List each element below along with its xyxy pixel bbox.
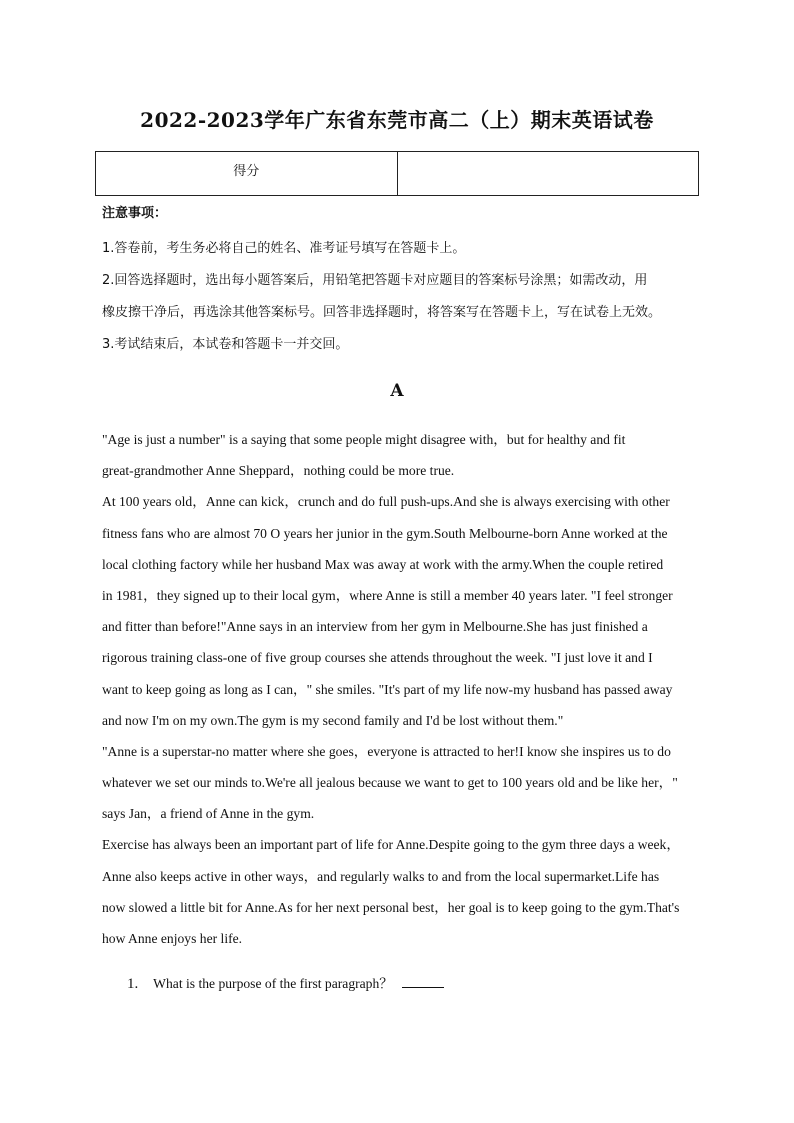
passage-line: great-grandmother Anne Sheppard，nothing could be more true. <box>102 463 455 479</box>
passage-line: how Anne enjoys her life. <box>102 931 243 946</box>
passage-line: local clothing factory while her husband Max was away at work with the army.When the couple retired <box>102 556 664 572</box>
reading-passage <box>102 424 702 954</box>
passage-line: rigorous training class-one of five group courses she attends throughout the week. "I just love it and I <box>102 650 653 666</box>
score-value-cell <box>397 152 699 196</box>
passage-line: At 100 years old，Anne can kick，crunch and do full push-ups.And she is always exercising with other <box>102 494 670 510</box>
notes-heading: 注意事项： <box>102 206 168 221</box>
passage-line: want to keep going as long as I can，" she smiles. "It's part of my life now-my husband has passed away <box>102 681 673 697</box>
passage-line: fitness fans who are almost 70 O years her junior in the gym.South Melbourne-born Anne worked at the <box>102 525 668 541</box>
note-line: 橡皮擦干净后，再选涂其他答案标号。回答非选择题时，将答案写在答题卡上，写在试卷上无效。 <box>102 305 662 320</box>
section-heading: A <box>390 381 404 401</box>
passage-line: "Anne is a superstar-no matter where she goes，everyone is attracted to her!I know she inspires us to do <box>102 743 671 759</box>
note-line: 2.回答选择题时，选出每小题答案后，用铅笔把答题卡对应题目的答案标号涂黑；如需改动，用 <box>102 273 648 288</box>
passage-line: now slowed a little bit for Anne.As for her next personal best，her goal is to keep going to the gym.That's <box>102 899 680 915</box>
passage-line: whatever we set our minds to.We're all jealous because we want to get to 100 years old and be like her，" <box>102 775 678 791</box>
passage-line: in 1981，they signed up to their local gym，where Anne is still a member 40 years later. "I feel stronger <box>102 587 673 603</box>
question-text: What is the purpose of the first paragraph？ <box>153 976 393 991</box>
passage-line: Exercise has always been an important part of life for Anne.Despite going to the gym three days a week， <box>102 837 680 853</box>
passage-line: says Jan，a friend of Anne in the gym. <box>102 806 315 822</box>
question-1 <box>127 972 444 993</box>
score-table <box>95 151 699 196</box>
page-title: 2022-2023学年广东省东莞市高二（上）期末英语试卷 <box>140 108 654 132</box>
score-label: 得分 <box>96 152 398 196</box>
question-number: 1. <box>127 976 139 992</box>
passage-line: and fitter than before!"Anne says in an interview from her gym in Melbourne.She has just finished a <box>102 619 648 635</box>
passage-line: "Age is just a number" is a saying that some people might disagree with，but for healthy and fit <box>102 432 626 447</box>
answer-blank[interactable] <box>402 975 444 988</box>
notes-section <box>102 203 702 361</box>
note-line: 1.答卷前，考生务必将自己的姓名、准考证号填写在答题卡上。 <box>102 241 466 256</box>
note-line: 3.考试结束后，本试卷和答题卡一并交回。 <box>102 337 349 352</box>
passage-line: and now I'm on my own.The gym is my second family and I'd be lost without them." <box>102 712 564 728</box>
passage-line: Anne also keeps active in other ways，and regularly walks to and from the local supermarket.Life has <box>102 868 660 884</box>
